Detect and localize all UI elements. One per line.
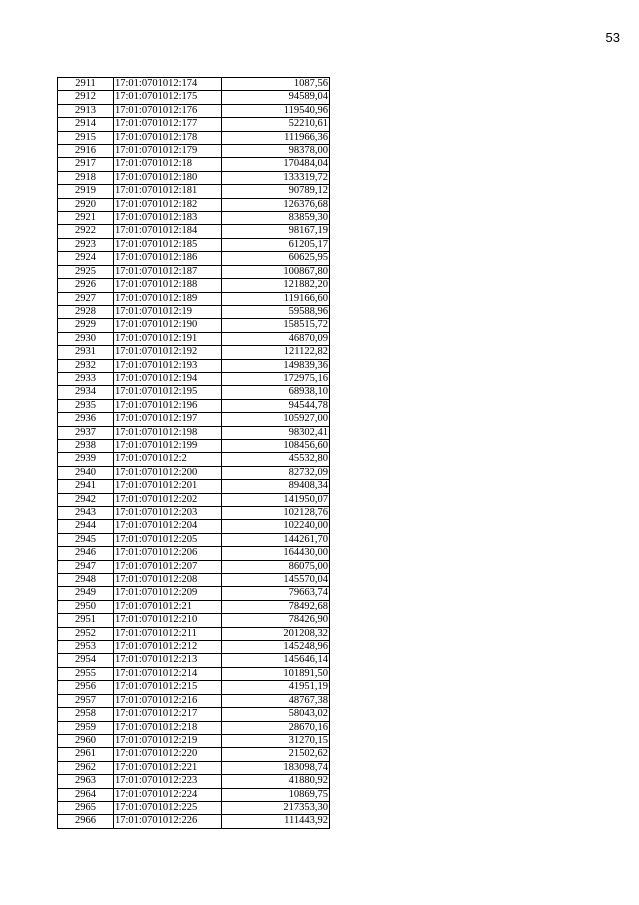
cadastral-number-cell: 17:01:0701012:215 <box>114 681 222 694</box>
table-row <box>58 574 330 587</box>
value-cell: 45532,80 <box>222 453 330 466</box>
row-number-cell: 2923 <box>58 238 114 251</box>
row-number-cell: 2932 <box>58 359 114 372</box>
cadastral-number-cell: 17:01:0701012:190 <box>114 319 222 332</box>
cadastral-number-cell: 17:01:0701012:223 <box>114 775 222 788</box>
value-cell: 79663,74 <box>222 587 330 600</box>
cadastral-number-cell: 17:01:0701012:212 <box>114 641 222 654</box>
value-cell: 68938,10 <box>222 386 330 399</box>
row-number-cell: 2933 <box>58 372 114 385</box>
row-number-cell: 2912 <box>58 91 114 104</box>
table-row <box>58 654 330 667</box>
cadastral-number-cell: 17:01:0701012:217 <box>114 708 222 721</box>
value-cell: 183098,74 <box>222 761 330 774</box>
value-cell: 111966,36 <box>222 131 330 144</box>
row-number-cell: 2921 <box>58 212 114 225</box>
table-row <box>58 721 330 734</box>
table-row <box>58 346 330 359</box>
cadastral-number-cell: 17:01:0701012:188 <box>114 279 222 292</box>
row-number-cell: 2946 <box>58 547 114 560</box>
table-row <box>58 681 330 694</box>
row-number-cell: 2963 <box>58 775 114 788</box>
row-number-cell: 2928 <box>58 305 114 318</box>
row-number-cell: 2941 <box>58 480 114 493</box>
row-number-cell: 2964 <box>58 788 114 801</box>
row-number-cell: 2959 <box>58 721 114 734</box>
row-number-cell: 2937 <box>58 426 114 439</box>
cadastral-number-cell: 17:01:0701012:191 <box>114 332 222 345</box>
cadastral-number-cell: 17:01:0701012:187 <box>114 265 222 278</box>
data-table <box>57 77 330 829</box>
value-cell: 102128,76 <box>222 507 330 520</box>
row-number-cell: 2948 <box>58 574 114 587</box>
cadastral-number-cell: 17:01:0701012:183 <box>114 212 222 225</box>
value-cell: 48767,38 <box>222 694 330 707</box>
table-row <box>58 131 330 144</box>
cadastral-number-cell: 17:01:0701012:195 <box>114 386 222 399</box>
table-row <box>58 466 330 479</box>
cadastral-number-cell: 17:01:0701012:185 <box>114 238 222 251</box>
row-number-cell: 2914 <box>58 118 114 131</box>
table-row <box>58 185 330 198</box>
cadastral-number-cell: 17:01:0701012:21 <box>114 600 222 613</box>
cadastral-number-cell: 17:01:0701012:177 <box>114 118 222 131</box>
cadastral-number-cell: 17:01:0701012:202 <box>114 493 222 506</box>
value-cell: 90789,12 <box>222 185 330 198</box>
value-cell: 201208,32 <box>222 627 330 640</box>
cadastral-number-cell: 17:01:0701012:214 <box>114 667 222 680</box>
table-row <box>58 225 330 238</box>
value-cell: 1087,56 <box>222 78 330 91</box>
table-row <box>58 694 330 707</box>
cadastral-number-cell: 17:01:0701012:189 <box>114 292 222 305</box>
cadastral-number-cell: 17:01:0701012:211 <box>114 627 222 640</box>
value-cell: 105927,00 <box>222 413 330 426</box>
value-cell: 101891,50 <box>222 667 330 680</box>
value-cell: 145248,96 <box>222 641 330 654</box>
row-number-cell: 2919 <box>58 185 114 198</box>
row-number-cell: 2966 <box>58 815 114 828</box>
value-cell: 164430,00 <box>222 547 330 560</box>
cadastral-number-cell: 17:01:0701012:175 <box>114 91 222 104</box>
table-row <box>58 426 330 439</box>
row-number-cell: 2917 <box>58 158 114 171</box>
value-cell: 121882,20 <box>222 279 330 292</box>
row-number-cell: 2924 <box>58 252 114 265</box>
value-cell: 83859,30 <box>222 212 330 225</box>
value-cell: 78492,68 <box>222 600 330 613</box>
row-number-cell: 2960 <box>58 734 114 747</box>
table-row <box>58 641 330 654</box>
table-row <box>58 520 330 533</box>
value-cell: 41880,92 <box>222 775 330 788</box>
row-number-cell: 2945 <box>58 533 114 546</box>
value-cell: 98378,00 <box>222 145 330 158</box>
value-cell: 119166,60 <box>222 292 330 305</box>
cadastral-number-cell: 17:01:0701012:196 <box>114 399 222 412</box>
value-cell: 94544,78 <box>222 399 330 412</box>
value-cell: 158515,72 <box>222 319 330 332</box>
value-cell: 100867,80 <box>222 265 330 278</box>
table-row <box>58 734 330 747</box>
value-cell: 172975,16 <box>222 372 330 385</box>
value-cell: 121122,82 <box>222 346 330 359</box>
row-number-cell: 2951 <box>58 614 114 627</box>
row-number-cell: 2953 <box>58 641 114 654</box>
cadastral-number-cell: 17:01:0701012:203 <box>114 507 222 520</box>
table-row <box>58 145 330 158</box>
value-cell: 89408,34 <box>222 480 330 493</box>
table-row <box>58 91 330 104</box>
table-row <box>58 158 330 171</box>
row-number-cell: 2961 <box>58 748 114 761</box>
table-row <box>58 252 330 265</box>
cadastral-number-cell: 17:01:0701012:219 <box>114 734 222 747</box>
table-row <box>58 600 330 613</box>
cadastral-number-cell: 17:01:0701012:193 <box>114 359 222 372</box>
row-number-cell: 2958 <box>58 708 114 721</box>
row-number-cell: 2918 <box>58 171 114 184</box>
value-cell: 141950,07 <box>222 493 330 506</box>
table-row <box>58 453 330 466</box>
row-number-cell: 2947 <box>58 560 114 573</box>
table-row <box>58 386 330 399</box>
value-cell: 144261,70 <box>222 533 330 546</box>
cadastral-number-cell: 17:01:0701012:176 <box>114 104 222 117</box>
table-body <box>58 78 330 829</box>
row-number-cell: 2965 <box>58 801 114 814</box>
value-cell: 58043,02 <box>222 708 330 721</box>
row-number-cell: 2942 <box>58 493 114 506</box>
value-cell: 60625,95 <box>222 252 330 265</box>
value-cell: 108456,60 <box>222 439 330 452</box>
value-cell: 133319,72 <box>222 171 330 184</box>
row-number-cell: 2920 <box>58 198 114 211</box>
row-number-cell: 2957 <box>58 694 114 707</box>
value-cell: 52210,61 <box>222 118 330 131</box>
cadastral-number-cell: 17:01:0701012:205 <box>114 533 222 546</box>
row-number-cell: 2962 <box>58 761 114 774</box>
table-row <box>58 319 330 332</box>
value-cell: 86075,00 <box>222 560 330 573</box>
cadastral-number-cell: 17:01:0701012:181 <box>114 185 222 198</box>
row-number-cell: 2934 <box>58 386 114 399</box>
row-number-cell: 2913 <box>58 104 114 117</box>
table-row <box>58 775 330 788</box>
value-cell: 28670,16 <box>222 721 330 734</box>
cadastral-number-cell: 17:01:0701012:184 <box>114 225 222 238</box>
row-number-cell: 2955 <box>58 667 114 680</box>
value-cell: 41951,19 <box>222 681 330 694</box>
table-row <box>58 801 330 814</box>
cadastral-number-cell: 17:01:0701012:204 <box>114 520 222 533</box>
value-cell: 31270,15 <box>222 734 330 747</box>
table-row <box>58 292 330 305</box>
value-cell: 170484,04 <box>222 158 330 171</box>
cadastral-number-cell: 17:01:0701012:209 <box>114 587 222 600</box>
table-row <box>58 399 330 412</box>
table-row <box>58 413 330 426</box>
row-number-cell: 2931 <box>58 346 114 359</box>
value-cell: 145646,14 <box>222 654 330 667</box>
page-number: 53 <box>605 30 620 45</box>
row-number-cell: 2954 <box>58 654 114 667</box>
value-cell: 145570,04 <box>222 574 330 587</box>
cadastral-number-cell: 17:01:0701012:192 <box>114 346 222 359</box>
row-number-cell: 2916 <box>58 145 114 158</box>
table-row <box>58 198 330 211</box>
row-number-cell: 2911 <box>58 78 114 91</box>
table-row <box>58 480 330 493</box>
row-number-cell: 2943 <box>58 507 114 520</box>
cadastral-number-cell: 17:01:0701012:19 <box>114 305 222 318</box>
cadastral-number-cell: 17:01:0701012:199 <box>114 439 222 452</box>
table-row <box>58 279 330 292</box>
value-cell: 46870,09 <box>222 332 330 345</box>
cadastral-number-cell: 17:01:0701012:179 <box>114 145 222 158</box>
table-row <box>58 104 330 117</box>
value-cell: 61205,17 <box>222 238 330 251</box>
cadastral-number-cell: 17:01:0701012:221 <box>114 761 222 774</box>
cadastral-number-cell: 17:01:0701012:220 <box>114 748 222 761</box>
row-number-cell: 2930 <box>58 332 114 345</box>
row-number-cell: 2927 <box>58 292 114 305</box>
cadastral-number-cell: 17:01:0701012:201 <box>114 480 222 493</box>
cadastral-number-cell: 17:01:0701012:186 <box>114 252 222 265</box>
cadastral-number-cell: 17:01:0701012:213 <box>114 654 222 667</box>
value-cell: 111443,92 <box>222 815 330 828</box>
table-row <box>58 587 330 600</box>
table-row <box>58 332 330 345</box>
row-number-cell: 2940 <box>58 466 114 479</box>
cadastral-number-cell: 17:01:0701012:218 <box>114 721 222 734</box>
value-cell: 126376,68 <box>222 198 330 211</box>
value-cell: 10869,75 <box>222 788 330 801</box>
row-number-cell: 2915 <box>58 131 114 144</box>
table-row <box>58 614 330 627</box>
cadastral-number-cell: 17:01:0701012:206 <box>114 547 222 560</box>
value-cell: 98167,19 <box>222 225 330 238</box>
table-row <box>58 667 330 680</box>
cadastral-number-cell: 17:01:0701012:198 <box>114 426 222 439</box>
row-number-cell: 2926 <box>58 279 114 292</box>
cadastral-number-cell: 17:01:0701012:226 <box>114 815 222 828</box>
value-cell: 102240,00 <box>222 520 330 533</box>
value-cell: 59588,96 <box>222 305 330 318</box>
value-cell: 98302,41 <box>222 426 330 439</box>
table-row <box>58 359 330 372</box>
table-row <box>58 627 330 640</box>
cadastral-number-cell: 17:01:0701012:174 <box>114 78 222 91</box>
value-cell: 78426,90 <box>222 614 330 627</box>
row-number-cell: 2929 <box>58 319 114 332</box>
row-number-cell: 2939 <box>58 453 114 466</box>
cadastral-number-cell: 17:01:0701012:197 <box>114 413 222 426</box>
value-cell: 217353,30 <box>222 801 330 814</box>
table-row <box>58 761 330 774</box>
value-cell: 119540,96 <box>222 104 330 117</box>
table-row <box>58 560 330 573</box>
table-row <box>58 547 330 560</box>
cadastral-number-cell: 17:01:0701012:194 <box>114 372 222 385</box>
table-row <box>58 212 330 225</box>
row-number-cell: 2938 <box>58 439 114 452</box>
cadastral-number-cell: 17:01:0701012:224 <box>114 788 222 801</box>
row-number-cell: 2944 <box>58 520 114 533</box>
table-row <box>58 171 330 184</box>
table-row <box>58 238 330 251</box>
cadastral-number-cell: 17:01:0701012:216 <box>114 694 222 707</box>
value-cell: 149839,36 <box>222 359 330 372</box>
table-row <box>58 493 330 506</box>
table-row <box>58 118 330 131</box>
table-row <box>58 507 330 520</box>
cadastral-number-cell: 17:01:0701012:2 <box>114 453 222 466</box>
row-number-cell: 2935 <box>58 399 114 412</box>
cadastral-number-cell: 17:01:0701012:208 <box>114 574 222 587</box>
row-number-cell: 2949 <box>58 587 114 600</box>
cadastral-number-cell: 17:01:0701012:180 <box>114 171 222 184</box>
table-row <box>58 439 330 452</box>
cadastral-number-cell: 17:01:0701012:178 <box>114 131 222 144</box>
row-number-cell: 2922 <box>58 225 114 238</box>
cadastral-number-cell: 17:01:0701012:207 <box>114 560 222 573</box>
row-number-cell: 2925 <box>58 265 114 278</box>
cadastral-number-cell: 17:01:0701012:225 <box>114 801 222 814</box>
cadastral-number-cell: 17:01:0701012:18 <box>114 158 222 171</box>
table-row <box>58 305 330 318</box>
table-row <box>58 708 330 721</box>
table-row <box>58 265 330 278</box>
cadastral-number-cell: 17:01:0701012:182 <box>114 198 222 211</box>
table-row <box>58 748 330 761</box>
cadastral-number-cell: 17:01:0701012:200 <box>114 466 222 479</box>
row-number-cell: 2952 <box>58 627 114 640</box>
row-number-cell: 2956 <box>58 681 114 694</box>
value-cell: 82732,09 <box>222 466 330 479</box>
value-cell: 21502,62 <box>222 748 330 761</box>
row-number-cell: 2950 <box>58 600 114 613</box>
table-row <box>58 533 330 546</box>
cadastral-number-cell: 17:01:0701012:210 <box>114 614 222 627</box>
table-row <box>58 78 330 91</box>
table-row <box>58 788 330 801</box>
row-number-cell: 2936 <box>58 413 114 426</box>
value-cell: 94589,04 <box>222 91 330 104</box>
table-row <box>58 815 330 828</box>
table-row <box>58 372 330 385</box>
